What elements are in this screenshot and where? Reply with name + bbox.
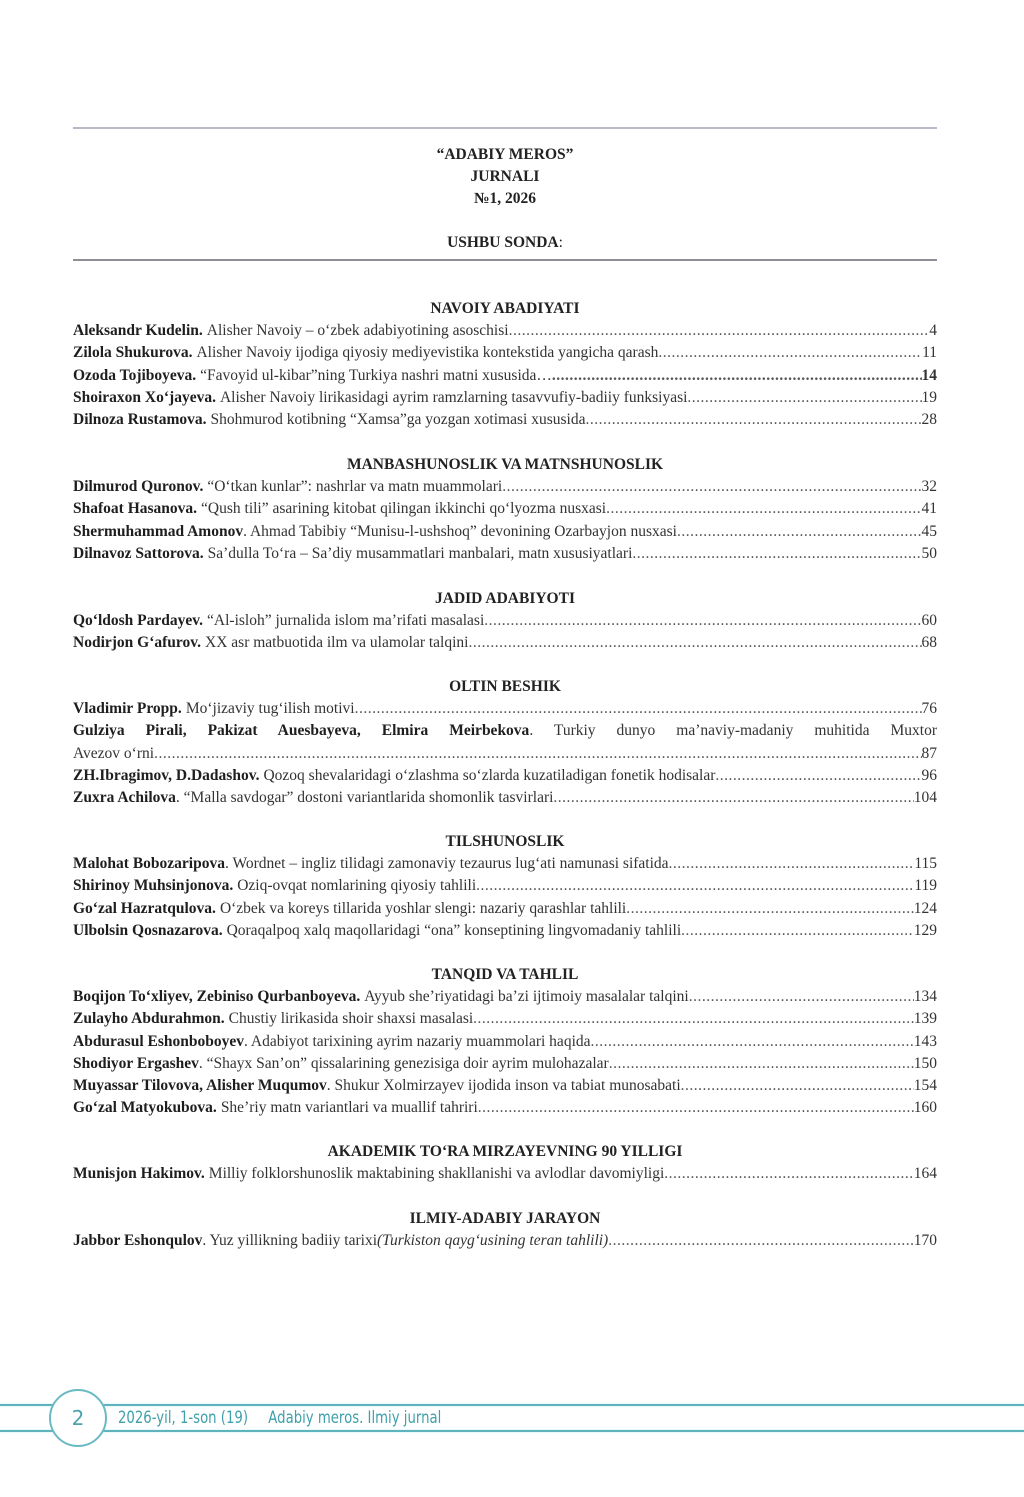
- entry-title: Sa’dulla To‘ra – Sa’diy musammatlari manbalari, matn xususiyatlari: [207, 544, 633, 562]
- entry-title: XX asr matbuotida ilm va ulamolar talqini: [205, 634, 469, 652]
- entry-title: . “Shayx San’on” qissalarining genezisiga doir ayrim mulohazalar: [198, 1054, 609, 1072]
- dot-leader: [677, 521, 922, 543]
- entry-author: Abdurasul Eshonboboyev: [73, 1032, 244, 1050]
- dot-leader: [626, 898, 914, 920]
- entry-title: Chustiy lirikasida shoir shaxsi masalasi: [228, 1010, 474, 1028]
- entry-title: Oziq-ovqat nomlarining qiyosiy tahlili: [237, 877, 477, 895]
- toc-entry[interactable]: [73, 875, 937, 897]
- toc-entry[interactable]: [73, 320, 937, 342]
- entry-page: 11: [922, 344, 937, 362]
- dot-leader: [591, 1031, 914, 1053]
- toc-entry[interactable]: [73, 521, 937, 543]
- entry-author: Ulbolsin Qosnazarova.: [73, 921, 223, 939]
- entry-page: 60: [921, 612, 937, 629]
- entry-title: Milliy folklorshunoslik maktabining shakllanishi va avlodlar davomiyligi: [208, 1165, 665, 1182]
- entry-author: Shermuhammad Amonov: [73, 522, 244, 540]
- entry-author: ZH.Ibragimov, D.Dadashov.: [73, 766, 260, 784]
- entry-author: Munisjon Hakimov.: [73, 1165, 205, 1182]
- entry-title: . Shukur Xolmirzayev ijodida inson va tabiat munosabati: [326, 1077, 681, 1095]
- toc-entry[interactable]: [73, 387, 937, 409]
- entry-author: Zilola Shukurova.: [73, 344, 193, 362]
- entry-title: Alisher Navoiy – o‘zbek adabiyotining asoschisi: [206, 322, 509, 339]
- toc-entry[interactable]: [73, 765, 937, 787]
- entry-title: . Adabiyot tarixining ayrim nazariy muammolari haqida: [244, 1032, 591, 1050]
- entry-author: Qo‘ldosh Pardayev.: [73, 612, 204, 629]
- toc-entry[interactable]: [73, 1008, 937, 1030]
- entry-title: . “Malla savdogar” dostoni variantlarida shomonlik tasvirlari: [175, 789, 554, 807]
- entry-page: 45: [921, 522, 937, 540]
- dot-leader: [476, 875, 914, 897]
- entry-author: Dilnoza Rustamova.: [73, 411, 207, 429]
- toc-entry[interactable]: [73, 698, 937, 720]
- toc-entry[interactable]: [73, 498, 937, 520]
- dot-leader: [478, 1097, 914, 1119]
- entry-title: Alisher Navoiy lirikasidagi ayrim ramzlarning tasavvufiy-badiiy funksiyasi: [219, 388, 688, 406]
- entry-title: . Wordnet – ingliz tilidagi zamonaviy tezaurus lug‘ati namunasi sifatida: [225, 855, 669, 872]
- contents-rule: [73, 259, 937, 261]
- entry-page: 41: [921, 500, 937, 518]
- dot-leader: [669, 853, 915, 875]
- toc-section: [73, 831, 937, 942]
- section-title: AKADEMIK TO‘RA MIRZAYEVNING 90 YILLIGI: [327, 1143, 683, 1160]
- toc-entry-continuation[interactable]: [73, 743, 937, 765]
- entry-page: 129: [913, 921, 937, 939]
- entry-title: Alisher Navoiy ijodiga qiyosiy mediyevistika kontekstida yangicha qarash: [196, 344, 659, 362]
- entry-author: Gulziya Pirali, Pakizat Auesbayeva, Elmira Meirbekova: [73, 722, 530, 740]
- entry-page: 160: [913, 1099, 937, 1117]
- entry-author: Ozoda Tojiboyeva.: [73, 366, 197, 384]
- contents-heading: [73, 234, 937, 252]
- entry-title: Ayyub she’riyatidagi ba’zi ijtimoiy masalalar talqini: [364, 988, 689, 1005]
- dot-leader: [585, 409, 921, 431]
- dot-leader: [664, 1163, 913, 1185]
- entry-title: “Qush tili” asarining kitobat qilingan ikkinchi qo‘lyozma nusxasi: [201, 500, 607, 518]
- entry-title: “Favoyid ul-kibar”ning Turkiya nashri matni xususida…: [200, 366, 552, 384]
- entry-page: 124: [913, 899, 937, 917]
- toc-entry[interactable]: [73, 610, 937, 632]
- entry-page: 150: [913, 1054, 937, 1072]
- footer-text: [118, 1407, 441, 1429]
- entry-author: Dilmurod Quronov.: [73, 478, 204, 495]
- entry-author: Muyassar Tilovova, Alisher Muqumov: [73, 1077, 327, 1095]
- journal-label: JURNALI: [470, 168, 540, 185]
- toc-entry[interactable]: [73, 476, 937, 498]
- entry-title: . Ahmad Tabibiy “Munisu-l-ushshoq” devonining Ozarbayjon nusxasi: [243, 522, 677, 540]
- dot-leader: [606, 498, 921, 520]
- toc-section: [73, 1141, 937, 1185]
- journal-name: “ADABIY MEROS”: [436, 146, 574, 163]
- dot-leader: [484, 610, 921, 632]
- page-number: 2: [49, 1389, 107, 1447]
- entry-page: 68: [921, 634, 937, 652]
- entry-author: Aleksandr Kudelin.: [73, 322, 203, 339]
- section-title: TANQID VA TAHLIL: [431, 966, 579, 983]
- dot-leader: [658, 342, 922, 364]
- contents-colon: :: [558, 234, 563, 251]
- entry-author: Malohat Bobozaripova: [73, 855, 225, 872]
- toc-entry[interactable]: [73, 986, 937, 1008]
- toc-section: [73, 454, 937, 565]
- entry-title: “Al-isloh” jurnalida islom ma’rifati masalasi: [207, 612, 485, 629]
- issue-number: №1, 2026: [473, 190, 537, 207]
- section-title: TILSHUNOSLIK: [445, 833, 565, 850]
- dot-leader: [608, 1230, 914, 1252]
- toc-entry[interactable]: [73, 1230, 937, 1252]
- dot-leader: [553, 787, 913, 809]
- entry-title-italic: (Turkiston qayg‘usining teran tahlili): [377, 1232, 609, 1249]
- toc-entry[interactable]: [73, 920, 937, 942]
- footer-issue: 2026-yil, 1-son (19): [118, 1408, 249, 1428]
- toc-section: [73, 964, 937, 1120]
- entry-author: Vladimir Propp.: [73, 700, 182, 717]
- dot-leader: [689, 986, 914, 1008]
- entry-author: Go‘zal Hazratqulova.: [73, 899, 216, 917]
- toc-section: [73, 1208, 937, 1252]
- entry-page: 104: [913, 789, 937, 807]
- entry-page: 14: [921, 366, 937, 384]
- entry-page: 115: [914, 855, 937, 872]
- toc-entry[interactable]: [73, 365, 937, 387]
- toc-section: [73, 298, 937, 431]
- toc-entry[interactable]: [73, 853, 937, 875]
- toc-entry[interactable]: [73, 1075, 937, 1097]
- dot-leader: [468, 632, 921, 654]
- entry-page: 134: [913, 988, 937, 1005]
- entry-page: 154: [913, 1077, 937, 1095]
- entry-page: 119: [914, 877, 937, 895]
- toc-entry[interactable]: [73, 409, 937, 431]
- toc-entry[interactable]: [73, 1097, 937, 1119]
- entry-page: 19: [921, 388, 937, 406]
- contents-label: USHBU SONDA: [447, 234, 559, 251]
- entry-title: . Yuz yillikning badiiy tarixi: [202, 1232, 378, 1249]
- section-title: ILMIY-ADABIY JARAYON: [409, 1210, 601, 1227]
- entry-title: O‘zbek va koreys tillarida yoshlar slengi: nazariy qarashlar tahlili: [219, 899, 627, 917]
- entry-page: 4: [929, 322, 937, 339]
- entry-page: 28: [921, 411, 937, 429]
- entry-title: . Turkiy dunyo ma’naviy-madaniy muhitida Muxtor: [529, 722, 937, 740]
- toc-entry[interactable]: [73, 787, 937, 809]
- entry-author: Shodiyor Ergashev: [73, 1054, 199, 1072]
- toc-entry[interactable]: [73, 1053, 937, 1075]
- entry-author: Jabbor Eshonqulov: [73, 1232, 203, 1249]
- dot-leader: [687, 387, 921, 409]
- footer-journal: Adabiy meros. Ilmiy jurnal: [268, 1408, 442, 1428]
- entry-title: “O‘tkan kunlar”: nashrlar va matn muammolari: [207, 478, 503, 495]
- footer-rule-bottom: [0, 1430, 1024, 1432]
- entry-author: Dilnavoz Sattorova.: [73, 544, 204, 562]
- entry-title: Qoraqalpoq xalq maqollaridagi “ona” konseptining lingvomadaniy tahlili: [226, 921, 682, 939]
- entry-page: 143: [913, 1032, 937, 1050]
- section-title: NAVOIY ABADIYATI: [430, 300, 580, 317]
- entry-page: 87: [921, 744, 937, 762]
- section-title: MANBASHUNOSLIK VA MATNSHUNOSLIK: [346, 456, 664, 473]
- entry-author: Shirinoy Muhsinjonova.: [73, 877, 234, 895]
- toc-entry[interactable]: [73, 1163, 937, 1185]
- toc-section: [73, 588, 937, 655]
- dot-leader: [509, 320, 930, 342]
- section-title: OLTIN BESHIK: [449, 678, 561, 695]
- entry-author: Shafoat Hasanova.: [73, 500, 198, 518]
- dot-leader: [681, 920, 914, 942]
- entry-title: Qozoq shevalaridagi o‘zlashma so‘zlarda kuzatiladigan fonetik hodisalar: [263, 766, 716, 784]
- section-title: JADID ADABIYOTI: [435, 590, 575, 607]
- entry-page: 170: [913, 1232, 937, 1249]
- entry-page: 76: [921, 700, 937, 717]
- entry-title: Shohmurod kotibning “Xamsa”ga yozgan xotimasi xususida: [210, 411, 586, 429]
- entry-page: 96: [921, 766, 937, 784]
- dot-leader: [681, 1075, 914, 1097]
- dot-leader: [715, 765, 921, 787]
- toc-entry[interactable]: [73, 543, 937, 565]
- entry-page: 139: [913, 1010, 937, 1028]
- top-rule: [73, 127, 937, 129]
- entry-page: 50: [921, 544, 937, 562]
- entry-author: Nodirjon G‘afurov.: [73, 634, 202, 652]
- entry-author: Zulayho Abdurahmon.: [73, 1010, 225, 1028]
- toc-entry[interactable]: [73, 342, 937, 364]
- dot-leader: [473, 1008, 914, 1030]
- entry-author: Zuxra Achilova: [73, 789, 176, 807]
- dot-leader: [355, 698, 922, 720]
- footer-rule-top: [0, 1404, 1024, 1406]
- dot-leader: [552, 365, 922, 387]
- dot-leader: [632, 543, 921, 565]
- toc-entry[interactable]: [73, 632, 937, 654]
- dot-leader: [502, 476, 921, 498]
- dot-leader: [609, 1053, 914, 1075]
- entry-page: 164: [913, 1165, 937, 1182]
- toc-entry[interactable]: [73, 898, 937, 920]
- entry-author: Shoiraxon Xo‘jayeva.: [73, 388, 216, 406]
- entry-author: Boqijon To‘xliyev, Zebiniso Qurbanboyeva.: [73, 988, 361, 1005]
- entry-page: 32: [921, 478, 937, 495]
- entry-author: Go‘zal Matyokubova.: [73, 1099, 217, 1117]
- toc-entry[interactable]: [73, 1031, 937, 1053]
- entry-title-continuation: Avezov o‘rni: [73, 744, 155, 762]
- masthead: [73, 144, 937, 210]
- entry-title: She’riy matn variantlari va muallif tahriri: [220, 1099, 478, 1117]
- toc-section: [73, 676, 937, 809]
- toc-entry-line[interactable]: [73, 720, 937, 742]
- dot-leader: [154, 743, 921, 765]
- entry-title: Mo‘jizaviy tug‘ilish motivi: [185, 700, 355, 717]
